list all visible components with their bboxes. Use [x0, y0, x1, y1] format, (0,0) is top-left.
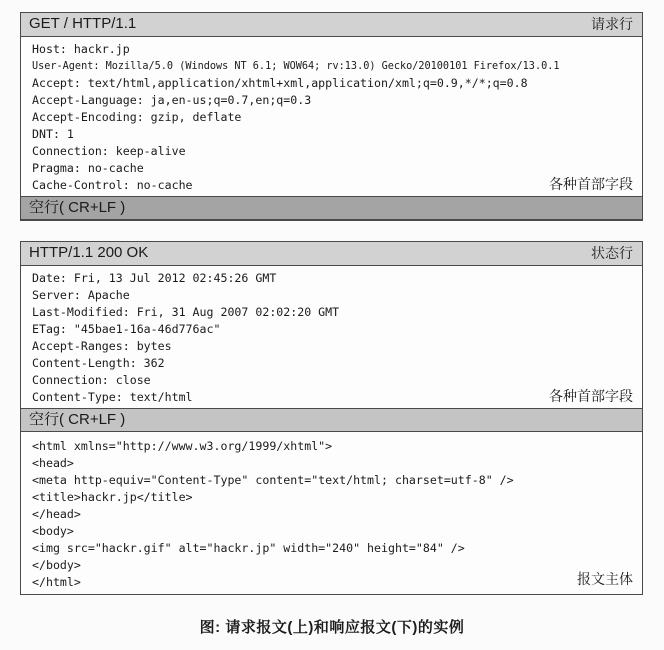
request-header-line: Accept-Language: ja,en-us;q=0.7,en;q=0.3 — [32, 93, 312, 107]
response-header-line: Last-Modified: Fri, 31 Aug 2007 02:02:20 GMT — [32, 305, 340, 319]
response-body-label: 报文主体 — [577, 571, 633, 587]
request-header-line: User-Agent: Mozilla/5.0 (Windows NT 6.1; WOW64; rv:13.0) Gecko/20100101 Firefox/13.0.1 — [32, 61, 560, 72]
request-header-line: Connection: keep-alive — [32, 144, 186, 158]
response-body-line: <meta http-equiv="Content-Type" content="text/html; charset=utf-8" /> — [32, 473, 514, 487]
request-message-box — [20, 12, 643, 221]
response-body-line: </html> — [32, 575, 81, 589]
response-blank-line-bar — [21, 408, 642, 432]
status-line-bar — [21, 242, 642, 266]
request-line-text: GET / HTTP/1.1 — [29, 15, 137, 32]
response-header-line: Content-Type: text/html — [32, 390, 193, 404]
status-line-text: HTTP/1.1 200 OK — [29, 244, 149, 261]
status-line-label: 状态行 — [591, 245, 633, 261]
response-body-line: <body> — [32, 524, 74, 538]
response-message-box — [20, 241, 643, 595]
response-header-line: ETag: "45bae1-16a-46d776ac" — [32, 322, 221, 336]
response-blank-line-text: 空行( CR+LF ) — [29, 411, 126, 428]
request-blank-line-bar — [21, 196, 642, 220]
request-blank-line-text: 空行( CR+LF ) — [29, 199, 126, 216]
response-headers-label: 各种首部字段 — [549, 388, 633, 404]
request-header-line: Host: hackr.jp — [32, 42, 130, 56]
response-body-line: <html xmlns="http://www.w3.org/1999/xhtml"> — [32, 439, 333, 453]
request-header-line: Accept-Encoding: gzip, deflate — [32, 110, 242, 124]
response-body-line: <head> — [32, 456, 74, 470]
response-body-line: <img src="hackr.gif" alt="hackr.jp" width="240" height="84" /> — [32, 541, 465, 555]
request-header-line: Pragma: no-cache — [32, 161, 144, 175]
request-header-line: Accept: text/html,application/xhtml+xml,application/xml;q=0.9,*/*;q=0.8 — [32, 76, 528, 90]
request-line-label: 请求行 — [591, 16, 633, 32]
request-headers-label: 各种首部字段 — [549, 176, 633, 192]
response-body-line: <title>hackr.jp</title> — [32, 490, 193, 504]
request-header-line: DNT: 1 — [32, 127, 74, 141]
response-header-line: Connection: close — [32, 373, 151, 387]
response-body-line: </body> — [32, 558, 81, 572]
response-header-line: Content-Length: 362 — [32, 356, 165, 370]
response-header-line: Date: Fri, 13 Jul 2012 02:45:26 GMT — [32, 271, 277, 285]
response-headers — [32, 270, 634, 406]
request-header-line: Cache-Control: no-cache — [32, 178, 193, 192]
figure-caption: 图: 请求报文(上)和响应报文(下)的实例 — [199, 619, 465, 636]
request-headers — [32, 41, 634, 194]
request-line-bar — [21, 13, 642, 37]
response-header-line: Accept-Ranges: bytes — [32, 339, 172, 353]
response-header-line: Server: Apache — [32, 288, 130, 302]
response-body-line: </head> — [32, 507, 81, 521]
response-body — [32, 438, 634, 591]
